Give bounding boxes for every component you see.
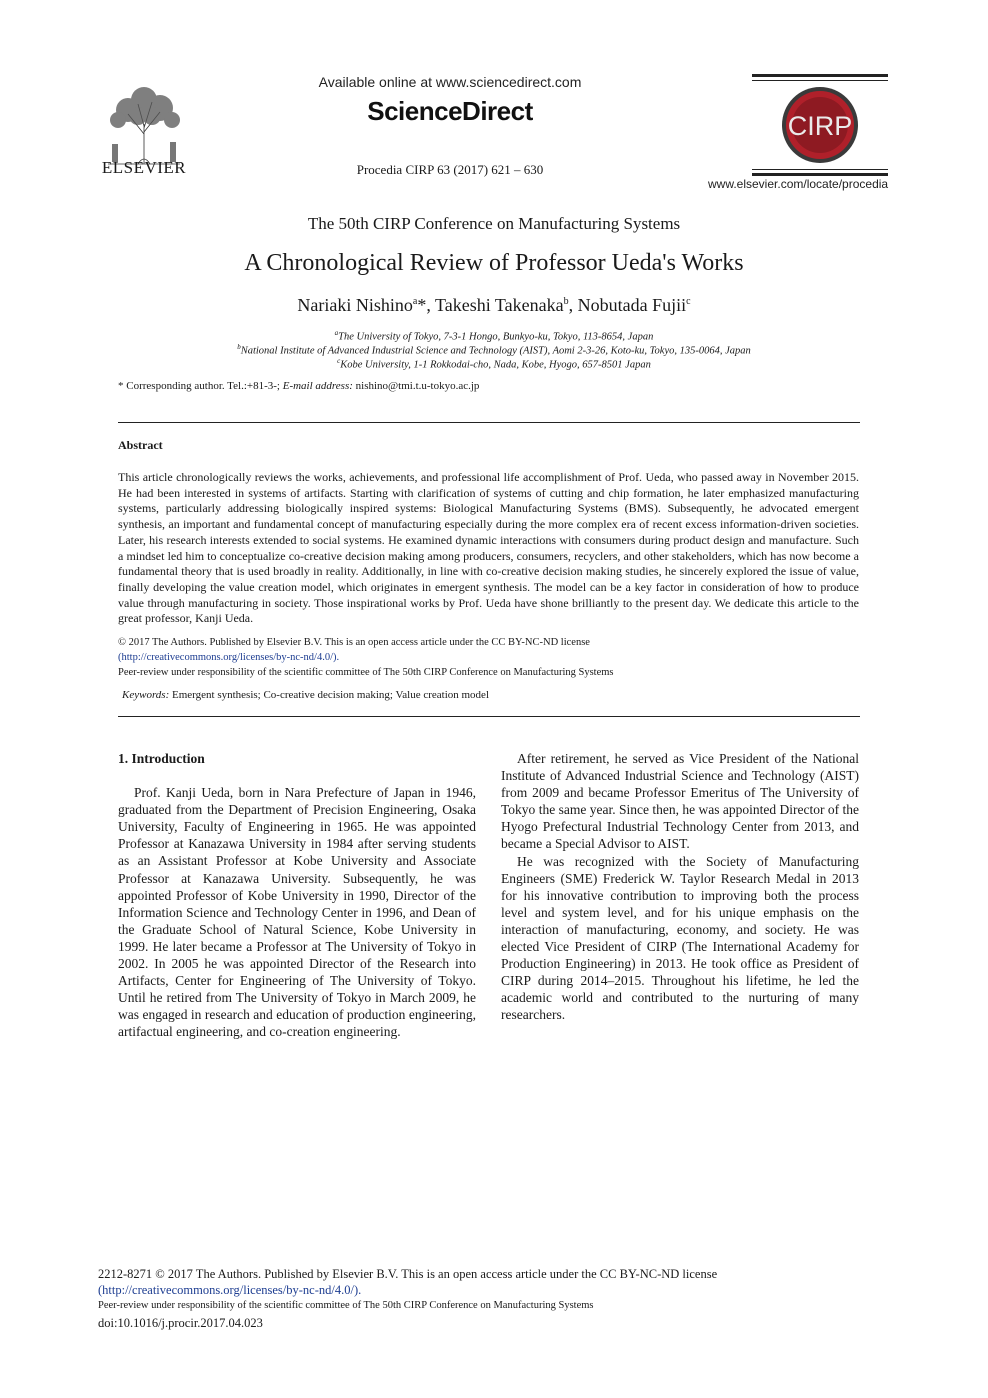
conference-name: The 50th CIRP Conference on Manufacturing Systems (307, 214, 681, 233)
elsevier-locate-url[interactable]: www.elsevier.com/locate/procedia (708, 177, 889, 191)
divider-top (118, 422, 860, 423)
abstract-text: This article chronologically reviews the works, achievements, and professional life accomplishment of Prof. Ueda, who passed away in November 2015. He had been interested in systems of artifacts. Starting with clarification of systems of cutting and chip formation, he later emphasized manufacturing systems, particularly addressing biologically inspired systems: Biological Manufacturing Systems (BMS). Subsequently, he advocated emergent synthesis, an important and fundamental concept of manufacturing especially during the more complex era of recent excess information-driven societies. Later, his research interests extended to social systems. He examined dynamic interactions with consumers during product design and manufacture. Such a mindset led him to conceptualize co-creative decision making among producers, consumers, recyclers, and other stakeholders, which has now become a fundamental theory that is used broadly in reality. Additionally, in line with co-creative decision making studies, he sincerely explored the issue of value, finally developing the value creation model, which originates in emergent synthesis. The model can be a key factor in consideration of how to produce value through manufacturing in society. Those inspirational works by Prof. Ueda have shone brilliantly to the present day. We dedicate this article to the great professor, Kanji Ueda. (118, 470, 859, 626)
abstract-heading: Abstract (118, 438, 163, 452)
author-affiliation-mark: b (563, 296, 569, 307)
available-online-text: Available online at www.sciencedirect.com (318, 74, 582, 90)
body-column-left (118, 750, 476, 1041)
sciencedirect-brand: ScienceDirect (367, 96, 533, 126)
page-footer (98, 1266, 888, 1332)
affiliation-a: $^a$The University of Tokyo, 7-3-1 Hongo, Bunkyo-ku, Tokyo, 113-8654, Japan (334, 329, 654, 343)
footer-license-link[interactable]: (http://creativecommons.org/licenses/by-nc-nd/4.0/). (98, 1283, 362, 1297)
affiliation-b: $^b$National Institute of Advanced Industrial Science and Technology (AIST), Aomi 2-3-26, Koto-ku, Tokyo, 135-0064, Japan (237, 343, 751, 357)
keywords-label: Keywords: (122, 689, 170, 701)
affiliation-c: $^c$Kobe University, 1-1 Rokkodai-cho, Nada, Kobe, Hyogo, 657-8501 Japan (337, 357, 651, 371)
cirp-logo-text: CIRP (787, 111, 853, 141)
paper-title: A Chronological Review of Professor Ueda's Works (244, 250, 744, 276)
corresponding-mark: * (417, 295, 427, 315)
author-affiliation-mark: c (686, 296, 691, 307)
author-affiliation-mark: a (412, 296, 418, 307)
issn-copyright-line: 2212-8271 © 2017 The Authors. Published by Elsevier B.V. This is an open access article under the CC BY-NC-ND license (98, 1267, 718, 1281)
keywords-text: Emergent synthesis; Co-creative decision making; Value creation model (169, 689, 489, 701)
journal-reference: Procedia CIRP 63 (2017) 621 – 630 (356, 162, 544, 177)
doi[interactable]: doi:10.1016/j.procir.2017.04.023 (98, 1316, 263, 1330)
footer-peer-review: Peer-review under responsibility of the scientific committee of The 50th CIRP Conference on Manufacturing Systems (98, 1300, 594, 1311)
body-column-right (501, 750, 859, 1024)
body-paragraph: After retirement, he served as Vice President of the National Institute of Advanced Industrial Science and Technology (AIST) from 2009 and became Professor Emeritus of The University of Tokyo the same year. Since then, he was appointed Director of the Hyogo Prefectural Industrial Technology Center from 2013, and became a Special Advisor to AIST. (501, 751, 859, 852)
divider-bottom (118, 716, 860, 717)
publisher-name: ELSEVIER (101, 158, 187, 177)
author-name: Takeshi Takenaka (435, 295, 564, 315)
email-address[interactable]: nishino@tmi.t.u-tokyo.ac.jp (352, 380, 480, 392)
keywords-line (122, 689, 489, 701)
copyright-line: © 2017 The Authors. Published by Elsevier B.V. This is an open access article under the CC BY-NC-ND license (118, 637, 590, 648)
author-name: Nariaki Nishino (297, 295, 413, 315)
author-name: Nobutada Fujii (577, 295, 687, 315)
license-link[interactable]: (http://creativecommons.org/licenses/by-nc-nd/4.0/). (118, 652, 340, 663)
body-paragraph: Prof. Kanji Ueda, born in Nara Prefecture of Japan in 1946, graduated from the Department of Precision Engineering, Osaka University, Faculty of Engineering in 1965. He was appointed Professor at Kanazawa University in 1984 after serving students as an Assistant Professor at Kobe University and Associate Professor at Kanazawa University. Subsequently, he was appointed Professor of Kobe University in 1990, Director of the Information Science and Technology Center in 1996, and Dean of the Graduate School of Natural Science, Kobe University in 1999. He later became a Professor at The University of Tokyo in 2002. In 2005 he was appointed Director of the Research into Artifacts, Center for Engineering of The University of Tokyo. Until he retired from The University of Tokyo in March 2009, he was engaged in research and education of production engineering, artifactual engineering, and co-creation engineering. (118, 785, 476, 1040)
author-list: Nariaki Nishino$^a$*, Takeshi Takenaka$^b$, Nobutada Fujii$^c$ (297, 295, 691, 315)
body-paragraph: He was recognized with the Society of Manufacturing Engineers (SME) Frederick W. Taylor Research Medal in 2013 for his innovative contribution to improving both the process level and system level, and for his unique emphasis on the interaction of manufacturing, economy, and society. He was elected Vice President of CIRP (The International Academy for Production Engineering) in 2013. He took office as President of CIRP during 2014–2015. Throughout his lifetime, he led the academic world and contributed to the nurturing of many researchers. (501, 853, 859, 1023)
cirp-logo-icon (752, 74, 888, 176)
peer-review-note: Peer-review under responsibility of the scientific committee of The 50th CIRP Conference on Manufacturing Systems (118, 667, 614, 678)
copyright-notice (118, 635, 860, 680)
corresponding-author-note: * Corresponding author. Tel.:+81-3-; E-mail address: nishino@tmi.t.u-tokyo.ac.jp (118, 380, 480, 392)
section-heading: 1. Introduction (118, 751, 205, 766)
email-label: E-mail address: (282, 380, 353, 392)
